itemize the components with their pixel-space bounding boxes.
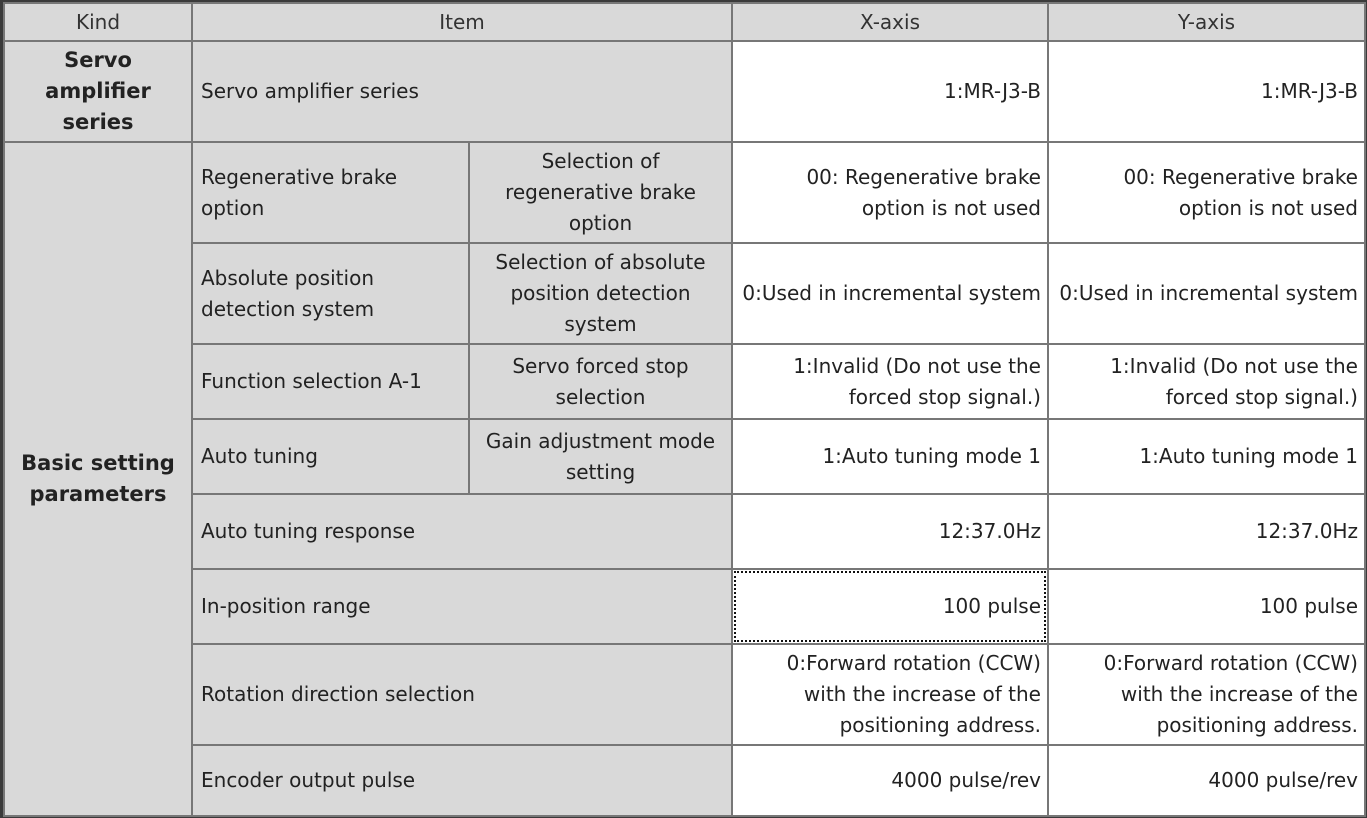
value-y-encoder-output-pulse[interactable]: 4000 pulse/rev — [1048, 745, 1365, 816]
row-encoder-output-pulse — [4, 745, 1365, 816]
item-servo-amplifier-series: Servo amplifier series — [192, 41, 732, 142]
subitem-absolute-position-selection: Selection of absolute position detection system — [469, 243, 732, 344]
header-x-axis: X-axis — [732, 3, 1048, 41]
row-regenerative-brake — [4, 142, 1365, 243]
header-row — [4, 3, 1365, 41]
value-y-servo-amplifier-series[interactable]: 1:MR-J3-B — [1048, 41, 1365, 142]
value-y-function-selection[interactable]: 1:Invalid (Do not use the forced stop signal.) — [1048, 344, 1365, 419]
value-x-absolute-position[interactable]: 0:Used in incremental system — [732, 243, 1048, 344]
value-y-auto-tuning[interactable]: 1:Auto tuning mode 1 — [1048, 419, 1365, 494]
value-x-regenerative-brake[interactable]: 00: Regenerative brake option is not used — [732, 142, 1048, 243]
value-y-regenerative-brake[interactable]: 00: Regenerative brake option is not used — [1048, 142, 1365, 243]
value-y-absolute-position[interactable]: 0:Used in incremental system — [1048, 243, 1365, 344]
item-absolute-position-detection: Absolute position detection system — [192, 243, 469, 344]
value-x-auto-tuning[interactable]: 1:Auto tuning mode 1 — [732, 419, 1048, 494]
row-function-selection — [4, 344, 1365, 419]
row-in-position-range — [4, 569, 1365, 644]
subitem-gain-adjustment-mode: Gain adjustment mode setting — [469, 419, 732, 494]
item-auto-tuning: Auto tuning — [192, 419, 469, 494]
item-rotation-direction-selection: Rotation direction selection — [192, 644, 732, 745]
item-encoder-output-pulse: Encoder output pulse — [192, 745, 732, 816]
value-y-rotation-direction[interactable]: 0:Forward rotation (CCW) with the increase of the positioning address. — [1048, 644, 1365, 745]
kind-servo-amplifier-series: Servo amplifier series — [4, 41, 192, 142]
header-y-axis: Y-axis — [1048, 3, 1365, 41]
value-y-auto-tuning-response[interactable]: 12:37.0Hz — [1048, 494, 1365, 569]
value-x-in-position-range[interactable]: 100 pulse — [732, 569, 1048, 644]
item-function-selection-a1: Function selection A-1 — [192, 344, 469, 419]
row-rotation-direction — [4, 644, 1365, 745]
value-x-auto-tuning-response[interactable]: 12:37.0Hz — [732, 494, 1048, 569]
value-x-encoder-output-pulse[interactable]: 4000 pulse/rev — [732, 745, 1048, 816]
row-servo-amplifier-series — [4, 41, 1365, 142]
value-y-in-position-range[interactable]: 100 pulse — [1048, 569, 1365, 644]
item-regenerative-brake-option: Regenerative brake option — [192, 142, 469, 243]
row-absolute-position — [4, 243, 1365, 344]
item-in-position-range: In-position range — [192, 569, 732, 644]
value-x-rotation-direction[interactable]: 0:Forward rotation (CCW) with the increase of the positioning address. — [732, 644, 1048, 745]
row-auto-tuning-response — [4, 494, 1365, 569]
parameter-table — [3, 2, 1366, 817]
subitem-servo-forced-stop: Servo forced stop selection — [469, 344, 732, 419]
header-kind: Kind — [4, 3, 192, 41]
item-auto-tuning-response: Auto tuning response — [192, 494, 732, 569]
kind-basic-setting-parameters: Basic setting parameters — [4, 142, 192, 816]
subitem-regenerative-brake-selection: Selection of regenerative brake option — [469, 142, 732, 243]
value-x-servo-amplifier-series[interactable]: 1:MR-J3-B — [732, 41, 1048, 142]
row-auto-tuning — [4, 419, 1365, 494]
value-x-function-selection[interactable]: 1:Invalid (Do not use the forced stop signal.) — [732, 344, 1048, 419]
header-item: Item — [192, 3, 732, 41]
